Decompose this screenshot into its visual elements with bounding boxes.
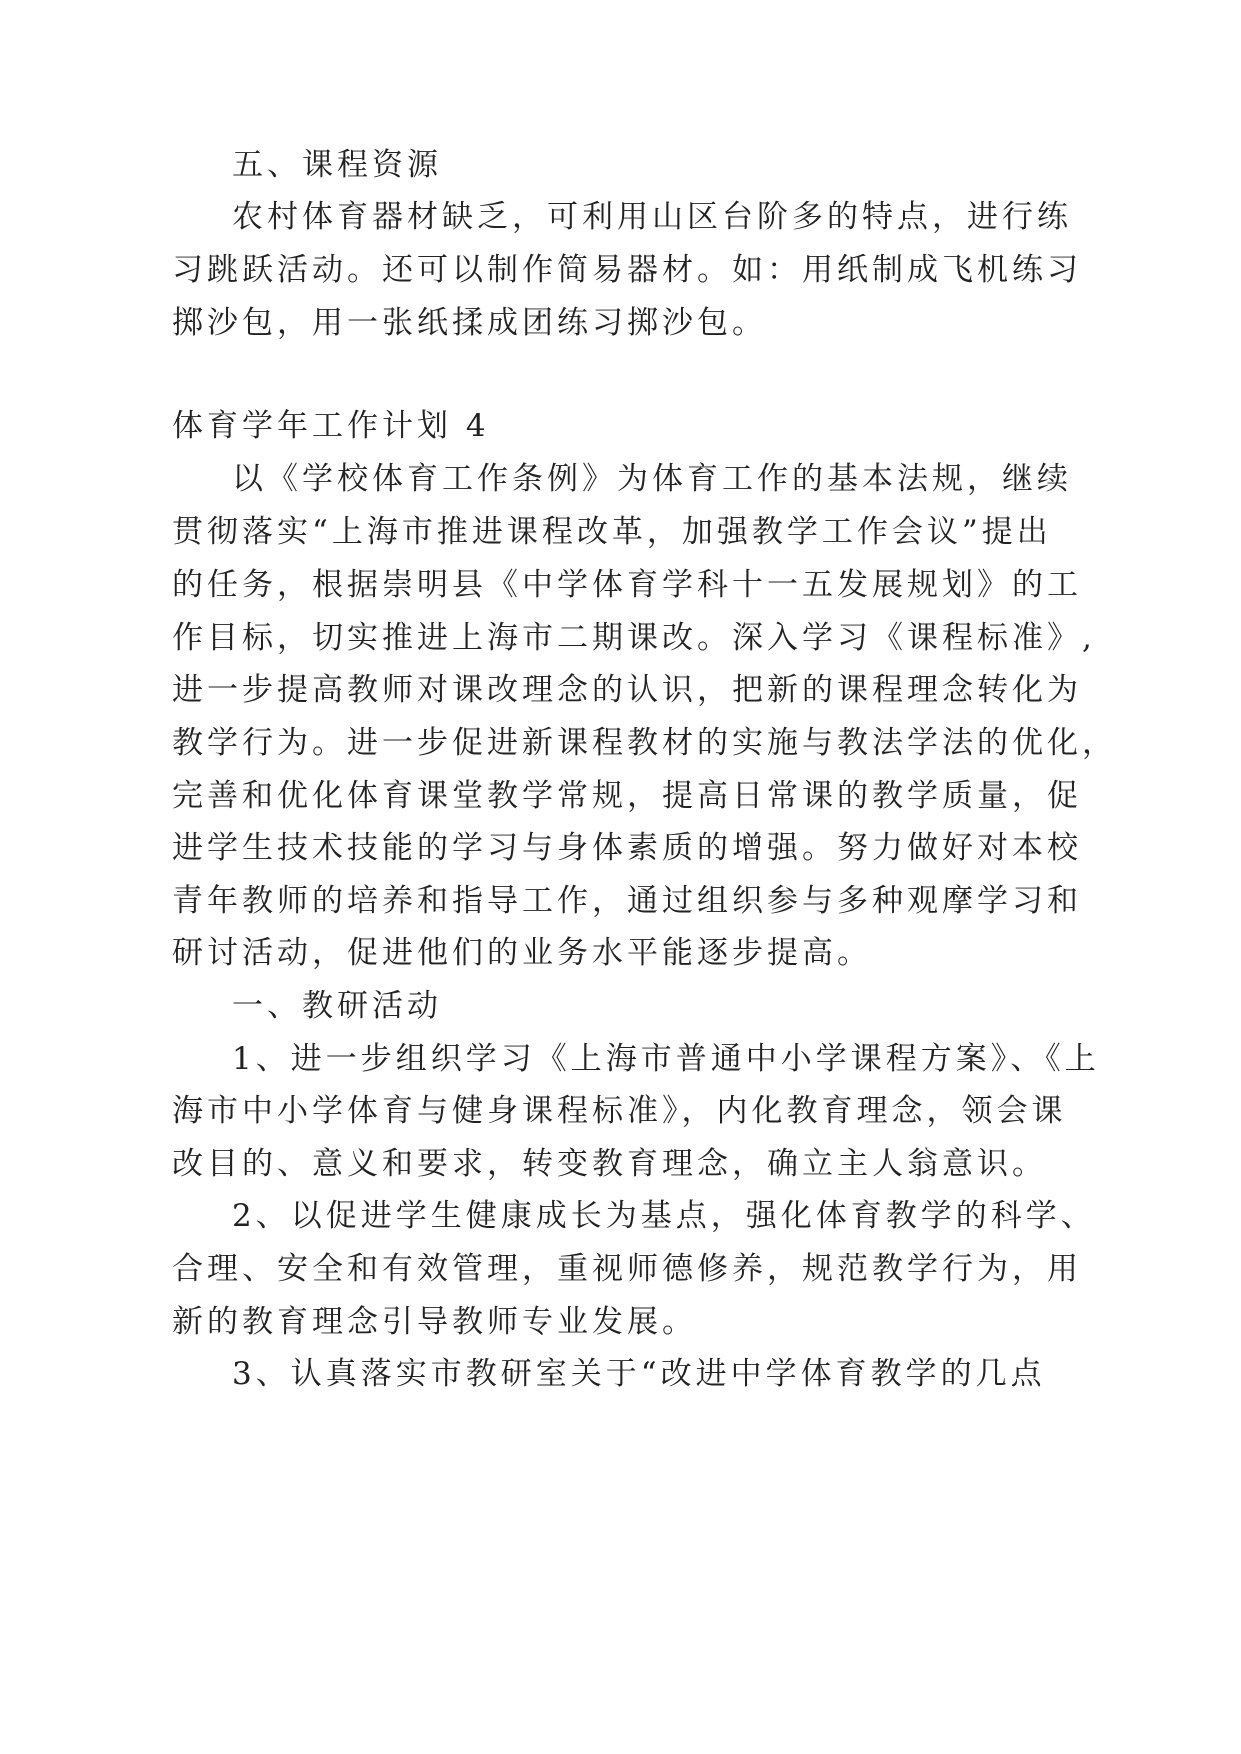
paragraph-line: 贯彻落实“上海市推进课程改革，加强教学工作会议”提出 — [172, 514, 1052, 550]
paragraph-line: 以《学校体育工作条例》为体育工作的基本法规，继续 — [232, 461, 1072, 497]
list-item-line: 2、以促进学生健康成长为基点，强化体育教学的科学、 — [232, 1198, 1096, 1234]
list-item-line: 合理、安全和有效管理，重视师德修养，规范教学行为，用 — [172, 1251, 1082, 1287]
paragraph-line: 掷沙包，用一张纸揉成团练习掷沙包。 — [172, 305, 767, 341]
paragraph-line: 研讨活动，促进他们的业务水平能逐步提高。 — [172, 935, 872, 971]
list-item-line: 1、进一步组织学习《上海市普通中小学课程方案》、《上 — [232, 1041, 1100, 1077]
section-heading-teaching-research: 一、教研活动 — [232, 988, 442, 1024]
section-heading-course-resources: 五、课程资源 — [232, 147, 442, 183]
list-item-line: 海市中小学体育与健身课程标准》，内化教育理念，领会课 — [172, 1093, 1067, 1129]
paragraph-line: 青年教师的培养和指导工作，通过组织参与多种观摩学习和 — [172, 883, 1082, 919]
paragraph-line: 的任务，根据崇明县《中学体育学科十一五发展规划》的工 — [172, 567, 1082, 603]
paragraph-line: 完善和优化体育课堂教学常规，提高日常课的教学质量，促 — [172, 778, 1082, 814]
list-item-line: 改目的、意义和要求，转变教育理念，确立主人翁意识。 — [172, 1146, 1047, 1182]
paragraph-line: 教学行为。进一步促进新课程教材的实施与教法学法的优化， — [172, 725, 1117, 761]
list-item-line: 新的教育理念引导教师专业发展。 — [172, 1304, 697, 1340]
list-item-line: 3、认真落实市教研室关于“改进中学体育教学的几点 — [232, 1356, 1046, 1392]
paragraph-line: 农村体育器材缺乏，可利用山区台阶多的特点，进行练 — [232, 199, 1072, 235]
paragraph-line: 进学生技术技能的学习与身体素质的增强。努力做好对本校 — [172, 830, 1082, 866]
paragraph-line: 作目标，切实推进上海市二期课改。深入学习《课程标准》, — [172, 620, 1096, 656]
document-title: 体育学年工作计划 4 — [172, 408, 490, 444]
paragraph-line: 进一步提高教师对课改理念的认识，把新的课程理念转化为 — [172, 672, 1082, 708]
paragraph-line: 习跳跃活动。还可以制作简易器材。如：用纸制成飞机练习 — [172, 252, 1082, 288]
